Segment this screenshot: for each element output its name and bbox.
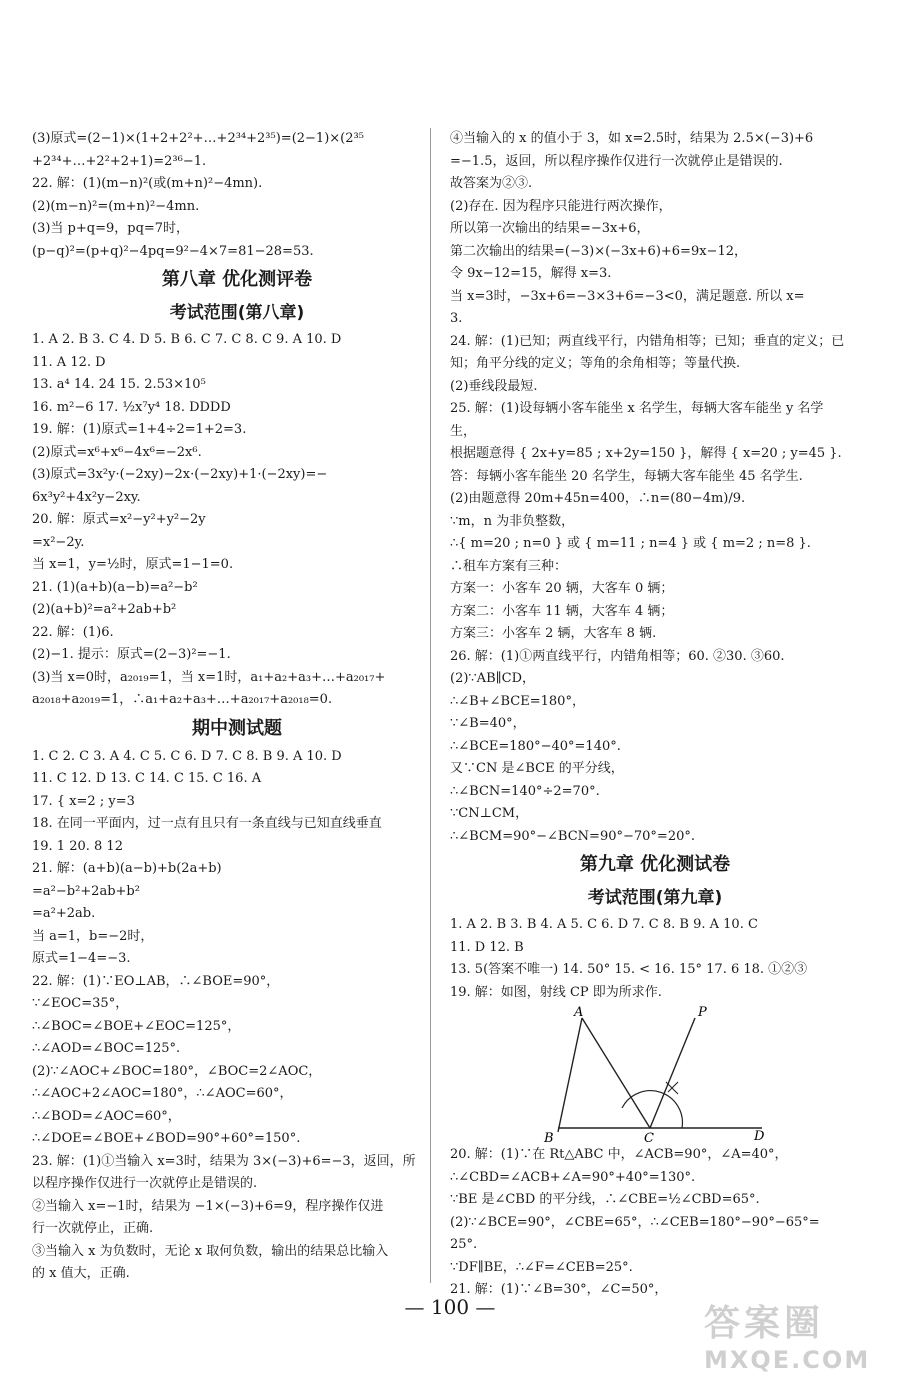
line-ac	[582, 1018, 650, 1128]
answer-line: 行一次就停止，正确.	[32, 1221, 154, 1236]
answer-line: 25. 解：(1)设每辆小客车能坐 x 名学生，每辆大客车能坐 y 名学	[450, 401, 824, 416]
watermark-bottom: MXQE.COM	[704, 1346, 871, 1374]
answer-line: (2)存在. 因为程序只能进行两次操作，	[450, 198, 672, 214]
answer-line: 知；角平分线的定义；等角的余角相等；等量代换.	[450, 356, 741, 371]
answer-line: a₂₀₁₈+a₂₀₁₉=1，∴a₁+a₂+a₃+…+a₂₀₁₇+a₂₀₁₈=0.	[32, 692, 333, 707]
answer-line: 22. 解：(1)(m−n)²(或(m+n)²−4mn).	[32, 176, 263, 191]
answer-line: ∴∠AOC+2∠AOC=180°，∴∠AOC=60°，	[32, 1086, 293, 1101]
answer-line: 1. C 2. C 3. A 4. C 5. C 6. D 7. C 8. B 9. A 10. D	[32, 748, 342, 764]
answer-line: (2)(m−n)²=(m+n)²−4mn.	[32, 198, 200, 214]
answer-line: (3)原式=(2−1)×(1+2+2²+…+2³⁴+2³⁵)=(2−1)×(2³⁵	[32, 131, 364, 146]
answer-line: ∵∠EOC=35°，	[32, 996, 129, 1011]
answer-line: 22. 解：(1)6.	[32, 624, 114, 640]
right-column	[450, 128, 860, 1302]
answer-line: ∵BE 是∠CBD 的平分线，∴∠CBE=½∠CBD=65°.	[450, 1192, 760, 1207]
answer-line: =x²−2y.	[32, 534, 85, 550]
answer-line: (2)∵∠BCE=90°，∠CBE=65°，∴∠CEB=180°−90°−65°=	[450, 1214, 820, 1230]
triangle-ray-diagram	[540, 1004, 780, 1144]
answer-line: 所以第一次输出的结果=−3x+6，	[450, 221, 650, 236]
section-heading: 期中测试题	[192, 717, 282, 739]
left-column	[32, 128, 442, 1286]
answer-line: ∴租车方案有三种：	[450, 558, 568, 574]
answer-line: 的 x 值大，正确.	[32, 1266, 130, 1281]
answer-line: 令 9x−12=15，解得 x=3.	[450, 266, 612, 281]
answer-line: 23. 解：(1)①当输入 x=3时，结果为 3×(−3)+6=−3，返回，所	[32, 1153, 416, 1169]
answer-line: (2)原式=x⁶+x⁶−4x⁶=−2x⁶.	[32, 444, 202, 460]
answer-line: 当 a=1，b=−2时，	[32, 928, 154, 944]
point-label-a: A	[574, 1005, 584, 1020]
answer-line: 21. 解：(1)∵∠B=30°，∠C=50°，	[450, 1282, 668, 1297]
answer-line: 21. (1)(a+b)(a−b)=a²−b²	[32, 579, 198, 595]
answer-line: ∴∠BCM=90°−∠BCN=90°−70°=20°.	[450, 828, 695, 844]
line-ab	[558, 1018, 582, 1132]
answer-line: =a²+2ab.	[32, 906, 96, 921]
answer-line: 1. A 2. B 3. B 4. A 5. C 6. D 7. C 8. B 9. A 10. C	[450, 917, 758, 932]
answer-line: 16. m²−6 17. ½x⁷y⁴ 18. DDDD	[32, 399, 231, 415]
answer-line: 22. 解：(1)∵EO⊥AB，∴∠BOE=90°，	[32, 973, 280, 989]
answer-line: 21. 解：(a+b)(a−b)+b(2a+b)	[32, 861, 222, 876]
answer-line: 以程序操作仅进行一次就停止是错误的.	[32, 1176, 258, 1191]
answer-line: (2)−1. 提示：原式=(2−3)²=−1.	[32, 647, 231, 662]
answer-line: =−1.5，返回，所以程序操作仅进行一次就停止是错误的.	[450, 153, 783, 169]
answer-line: 13. a⁴ 14. 24 15. 2.53×10⁵	[32, 377, 206, 392]
answer-line: ∵∠B=40°，	[450, 716, 526, 731]
answer-line: (3)当 p+q=9，pq=7时，	[32, 221, 190, 236]
answer-line: ∵DF∥BE，∴∠F=∠CEB=25°.	[450, 1259, 633, 1275]
answer-line: ∴∠BOC=∠BOE+∠EOC=125°，	[32, 1018, 241, 1034]
answer-line: ∴{ m=20 ; n=0 } 或 { m=11 ; n=4 } 或 { m=2 ; n=8 }.	[450, 536, 811, 551]
answer-line: 1. A 2. B 3. C 4. D 5. B 6. C 7. C 8. C 9. A 10. D	[32, 332, 342, 347]
answer-line: (2)∵∠AOC+∠BOC=180°，∠BOC=2∠AOC，	[32, 1063, 322, 1079]
answer-line: (3)原式=3x²y·(−2xy)−2x·(−2xy)+1·(−2xy)=−	[32, 467, 328, 482]
section-heading: 考试范围(第九章)	[587, 888, 723, 908]
answer-line: 方案二：小客车 11 辆，大客车 4 辆；	[450, 603, 674, 619]
answer-line: 方案一：小客车 20 辆，大客车 0 辆；	[450, 581, 674, 596]
answer-line: (2)(a+b)²=a²+2ab+b²	[32, 602, 177, 617]
answer-line: +2³⁴+…+2²+2+1)=2³⁶−1.	[32, 153, 207, 169]
answer-line: 25°.	[450, 1237, 478, 1252]
answer-line: ∵CN⊥CM，	[450, 806, 529, 821]
answer-line: ∴∠AOD=∠BOC=125°.	[32, 1041, 181, 1056]
answer-line: 18. 在同一平面内，过一点有且只有一条直线与已知直线垂直	[32, 816, 382, 831]
answer-line: ②当输入 x=−1时，结果为 −1×(−3)+6=9，程序操作仅进	[32, 1198, 384, 1214]
point-label-c: C	[644, 1131, 654, 1144]
answer-line: ④当输入的 x 的值小于 3，如 x=2.5时，结果为 2.5×(−3)+6	[450, 131, 814, 146]
watermark-logo	[704, 1302, 886, 1382]
answer-line: ∴∠BCN=140°÷2=70°.	[450, 783, 600, 799]
answer-line: ∴∠DOE=∠BOE+∠BOD=90°+60°=150°.	[32, 1131, 301, 1146]
answer-line: 生，	[450, 423, 477, 439]
answer-line: (2)由题意得 20m+45n=400，∴n=(80−4m)/9.	[450, 491, 746, 506]
answer-line: (3)当 x=0时，a₂₀₁₉=1，当 x=1时，a₁+a₂+a₃+…+a₂₀₁₇+	[32, 669, 386, 685]
answer-line: ∴∠BCE=180°−40°=140°.	[450, 738, 621, 754]
answer-line: 24. 解：(1)已知；两直线平行，内错角相等；已知；垂直的定义；已	[450, 333, 845, 349]
answer-line: (2)∵AB∥CD，	[450, 671, 536, 686]
point-label-b: B	[544, 1131, 554, 1144]
ray-cp	[650, 1018, 695, 1128]
answer-line: ∴∠CBD=∠ACB+∠A=90°+40°=130°.	[450, 1169, 696, 1185]
answer-line: ③当输入 x 为负数时，无论 x 取何负数，输出的结果总比输入	[32, 1243, 389, 1259]
answer-line: (p−q)²=(p+q)²−4pq=9²−4×7=81−28=53.	[32, 243, 314, 259]
section-heading: 第九章 优化测试卷	[579, 854, 731, 875]
answer-line: 19. 解：如图，射线 CP 即为所求作.	[450, 984, 662, 1000]
answer-line: 20. 解：(1)∵在 Rt△ABC 中，∠ACB=90°，∠A=40°，	[450, 1147, 788, 1162]
arc-intersection-mark	[666, 1082, 678, 1094]
answer-line: 方案三：小客车 2 辆，大客车 8 辆.	[450, 626, 657, 641]
answer-line: 答：每辆小客车能坐 20 名学生，每辆大客车能坐 45 名学生.	[450, 468, 803, 484]
answer-line: ∵m，n 为非负整数，	[450, 513, 575, 529]
answer-line: 19. 解：(1)原式=1+4÷2=1+2=3.	[32, 422, 247, 437]
answer-line: ∴∠B+∠BCE=180°，	[450, 693, 585, 709]
answer-line: 6x³y²+4x²y−2xy.	[32, 489, 141, 505]
page-number: — 100 —	[404, 1295, 496, 1319]
point-label-d: D	[754, 1129, 765, 1144]
answer-line: 3.	[450, 311, 463, 326]
answer-line: 11. A 12. D	[32, 354, 106, 370]
point-label-p: P	[698, 1005, 707, 1020]
answer-line: 19. 1 20. 8 12	[32, 838, 123, 854]
answer-line: 20. 解：原式=x²−y²+y²−2y	[32, 512, 206, 527]
answer-line: 11. C 12. D 13. C 14. C 15. C 16. A	[32, 771, 262, 786]
answer-line: 故答案为②③.	[450, 176, 533, 191]
section-heading: 第八章 优化测评卷	[161, 269, 313, 290]
answer-line: 当 x=1，y=½时，原式=1−1=0.	[32, 557, 234, 572]
answer-line: 13. 5(答案不唯一) 14. 50° 15. < 16. 15° 17. 6 18. ①②③	[450, 962, 808, 977]
answer-line: 第二次输出的结果=(−3)×(−3x+6)+6=9x−12，	[450, 243, 747, 259]
answer-line: 17. { x=2 ; y=3	[32, 793, 135, 809]
answer-line: 原式=1−4=−3.	[32, 951, 131, 966]
answer-line: (2)垂线段最短.	[450, 378, 538, 394]
section-heading: 考试范围(第八章)	[169, 303, 305, 323]
answer-line: =a²−b²+2ab+b²	[32, 883, 140, 899]
answer-line: 根据题意得 { 2x+y=85 ; x+2y=150 }，解得 { x=20 ; y=45 }.	[450, 446, 842, 461]
answer-line: 又∵CN 是∠BCE 的平分线，	[450, 761, 624, 776]
answer-line: ∴∠BOD=∠AOC=60°，	[32, 1108, 181, 1124]
answer-line: 11. D 12. B	[450, 939, 524, 955]
answer-line: 26. 解：(1)①两直线平行，内错角相等；60. ②30. ③60.	[450, 648, 785, 664]
watermark-top: 答案圈	[704, 1303, 825, 1344]
geometry-figure	[450, 1004, 860, 1144]
answer-line: 当 x=3时，−3x+6=−3×3+6=−3<0，满足题意. 所以 x=	[450, 288, 805, 304]
